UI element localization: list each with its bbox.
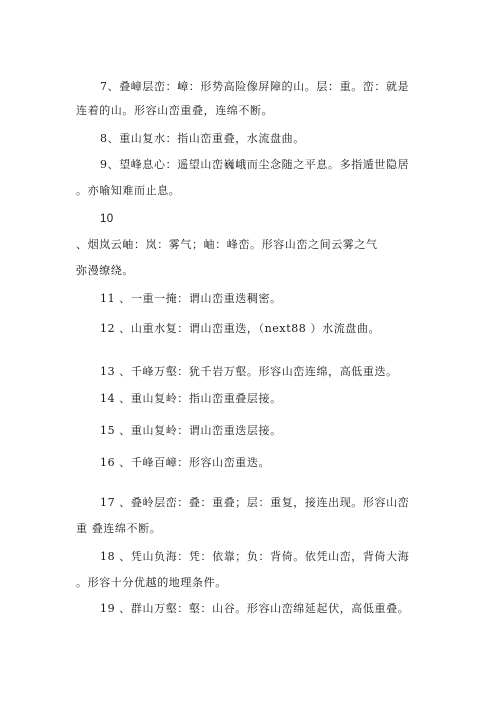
entry-10-number: 10 [100,213,114,225]
entry-14-line-1: 14 、重山复岭：指山峦重叠层接。 [100,392,282,405]
entry-9-line-2: 。亦喻知难而止息。 [76,184,181,197]
entry-10-line-1: 、烟岚云岫：岚：雾气；岫：峰峦。形容山峦之间云雾之气 [76,238,378,251]
entry-15-line-1: 15 、重山复岭：谓山峦重迭层接。 [100,424,282,437]
entry-8-line-1: 8、重山复水：指山峦重叠，水流盘曲。 [100,132,305,145]
entry-9-line-1: 9、望峰息心：遥望山峦巍峨而尘念随之平息。多指遁世隐居 [100,158,410,171]
entry-10-line-2: 弥漫缭绕。 [76,264,134,277]
entry-12-line-1: 12 、山重水复：谓山峦重迭，（next88 ）水流盘曲。 [100,322,381,335]
entry-16-line-1: 16 、千峰百嶂：形容山峦重迭。 [100,456,271,469]
entry-17-line-1: 17 、叠岭层峦：叠：重叠；层：重复，接连出现。形容山峦 [100,496,410,509]
entry-7-line-2: 连着的山。形容山峦重叠，连绵不断。 [76,104,274,117]
entry-11-line-1: 11 、一重一掩：谓山峦重迭稠密。 [100,292,282,305]
entry-17-line-2: 重 叠连绵不断。 [76,522,162,535]
entry-13-line-1: 13 、千峰万壑：犹千岩万壑。形容山峦连绵，高低重迭。 [100,365,398,378]
entry-7-line-1: 7、叠嶂层峦：嶂：形势高险像屏障的山。层：重。峦：就是 [100,80,410,93]
entry-18-line-1: 18 、凭山负海：凭：依靠；负：背倚。依凭山峦，背倚大海 [100,550,410,563]
entry-18-line-2: 。形容十分优越的地理条件。 [76,576,227,589]
entry-19-line-1: 19 、群山万壑：壑：山谷。形容山峦绵延起伏，高低重叠。 [100,602,410,615]
